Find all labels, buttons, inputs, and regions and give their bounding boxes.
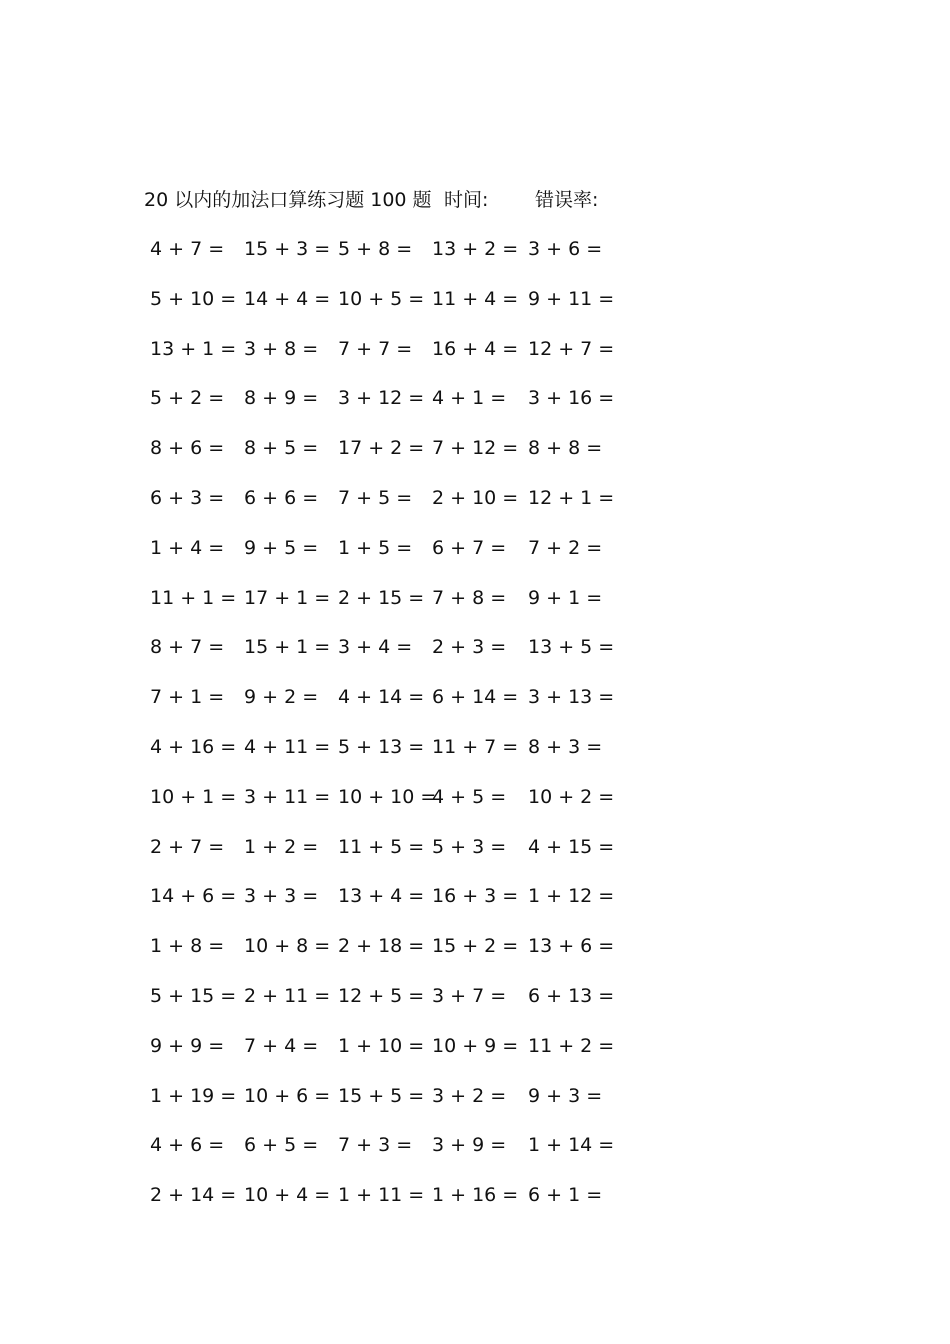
addition-problem: 13 + 4 = — [338, 885, 425, 907]
addition-problem: 6 + 3 = — [150, 487, 225, 509]
addition-problem: 1 + 4 = — [150, 537, 225, 559]
addition-problem: 1 + 16 = — [432, 1184, 519, 1206]
addition-problem: 4 + 5 = — [432, 786, 507, 808]
addition-problem: 10 + 2 = — [528, 786, 615, 808]
addition-problem: 8 + 7 = — [150, 636, 225, 658]
addition-problem: 5 + 2 = — [150, 387, 225, 409]
addition-problem: 9 + 2 = — [244, 686, 319, 708]
addition-problem: 10 + 10 = — [338, 786, 437, 808]
addition-problem: 8 + 3 = — [528, 736, 603, 758]
addition-problem: 11 + 1 = — [150, 587, 237, 609]
addition-problem: 6 + 7 = — [432, 537, 507, 559]
addition-problem: 7 + 2 = — [528, 537, 603, 559]
addition-problem: 3 + 12 = — [338, 387, 425, 409]
addition-problem: 13 + 2 = — [432, 238, 519, 260]
addition-problem: 6 + 1 = — [528, 1184, 603, 1206]
addition-problem: 13 + 1 = — [150, 338, 237, 360]
addition-problem: 14 + 6 = — [150, 885, 237, 907]
addition-problem: 2 + 10 = — [432, 487, 519, 509]
addition-problem: 1 + 8 = — [150, 935, 225, 957]
addition-problem: 12 + 1 = — [528, 487, 615, 509]
addition-problem: 3 + 7 = — [432, 985, 507, 1007]
addition-problem: 12 + 7 = — [528, 338, 615, 360]
addition-problem: 15 + 2 = — [432, 935, 519, 957]
addition-problem: 6 + 13 = — [528, 985, 615, 1007]
addition-problem: 8 + 8 = — [528, 437, 603, 459]
addition-problem: 3 + 16 = — [528, 387, 615, 409]
addition-problem: 2 + 15 = — [338, 587, 425, 609]
addition-problem: 6 + 14 = — [432, 686, 519, 708]
addition-problem: 13 + 5 = — [528, 636, 615, 658]
addition-problem: 4 + 14 = — [338, 686, 425, 708]
addition-problem: 15 + 3 = — [244, 238, 331, 260]
time-label: 时间: — [444, 189, 489, 211]
addition-problem: 8 + 9 = — [244, 387, 319, 409]
addition-problem: 5 + 15 = — [150, 985, 237, 1007]
addition-problem: 4 + 16 = — [150, 736, 237, 758]
addition-problem: 2 + 3 = — [432, 636, 507, 658]
addition-problem: 10 + 9 = — [432, 1035, 519, 1057]
addition-problem: 13 + 6 = — [528, 935, 615, 957]
addition-problem: 9 + 9 = — [150, 1035, 225, 1057]
addition-problem: 10 + 5 = — [338, 288, 425, 310]
addition-problem: 3 + 2 = — [432, 1085, 507, 1107]
addition-problem: 10 + 8 = — [244, 935, 331, 957]
addition-problem: 10 + 6 = — [244, 1085, 331, 1107]
addition-problem: 9 + 1 = — [528, 587, 603, 609]
addition-problem: 11 + 7 = — [432, 736, 519, 758]
addition-problem: 7 + 1 = — [150, 686, 225, 708]
addition-problem: 7 + 3 = — [338, 1134, 413, 1156]
addition-problem: 1 + 14 = — [528, 1134, 615, 1156]
addition-problem: 10 + 1 = — [150, 786, 237, 808]
addition-problem: 7 + 12 = — [432, 437, 519, 459]
addition-problem: 9 + 3 = — [528, 1085, 603, 1107]
addition-problem: 5 + 13 = — [338, 736, 425, 758]
addition-problem: 4 + 1 = — [432, 387, 507, 409]
addition-problem: 7 + 7 = — [338, 338, 413, 360]
addition-problem: 17 + 1 = — [244, 587, 331, 609]
addition-problem: 5 + 3 = — [432, 836, 507, 858]
addition-problem: 2 + 14 = — [150, 1184, 237, 1206]
addition-problem: 8 + 6 = — [150, 437, 225, 459]
addition-problem: 6 + 5 = — [244, 1134, 319, 1156]
addition-problem: 4 + 7 = — [150, 238, 225, 260]
addition-problem: 4 + 11 = — [244, 736, 331, 758]
addition-problem: 7 + 8 = — [432, 587, 507, 609]
addition-problem: 3 + 3 = — [244, 885, 319, 907]
addition-problem: 10 + 4 = — [244, 1184, 331, 1206]
addition-problem: 6 + 6 = — [244, 487, 319, 509]
addition-problem: 4 + 15 = — [528, 836, 615, 858]
addition-problem: 2 + 18 = — [338, 935, 425, 957]
addition-problem: 5 + 10 = — [150, 288, 237, 310]
addition-problem: 7 + 5 = — [338, 487, 413, 509]
addition-problem: 3 + 9 = — [432, 1134, 507, 1156]
addition-problem: 1 + 19 = — [150, 1085, 237, 1107]
addition-problem: 8 + 5 = — [244, 437, 319, 459]
addition-problem: 14 + 4 = — [244, 288, 331, 310]
addition-problem: 2 + 11 = — [244, 985, 331, 1007]
error-rate-label: 错误率: — [535, 189, 599, 211]
addition-problem: 3 + 6 = — [528, 238, 603, 260]
addition-problem: 2 + 7 = — [150, 836, 225, 858]
addition-problem: 3 + 11 = — [244, 786, 331, 808]
addition-problem: 17 + 2 = — [338, 437, 425, 459]
addition-problem: 1 + 2 = — [244, 836, 319, 858]
addition-problem: 1 + 10 = — [338, 1035, 425, 1057]
addition-problem: 1 + 5 = — [338, 537, 413, 559]
addition-problem: 7 + 4 = — [244, 1035, 319, 1057]
addition-problem: 16 + 3 = — [432, 885, 519, 907]
addition-problem: 3 + 4 = — [338, 636, 413, 658]
addition-problem: 11 + 2 = — [528, 1035, 615, 1057]
addition-problem: 11 + 4 = — [432, 288, 519, 310]
worksheet-title: 20 以内的加法口算练习题 100 题 — [144, 189, 432, 211]
addition-problem: 9 + 11 = — [528, 288, 615, 310]
addition-problem: 11 + 5 = — [338, 836, 425, 858]
addition-problem: 9 + 5 = — [244, 537, 319, 559]
addition-problem: 5 + 8 = — [338, 238, 413, 260]
addition-problem: 16 + 4 = — [432, 338, 519, 360]
addition-problem: 15 + 1 = — [244, 636, 331, 658]
addition-problem: 12 + 5 = — [338, 985, 425, 1007]
addition-problem: 1 + 11 = — [338, 1184, 425, 1206]
addition-problem: 3 + 8 = — [244, 338, 319, 360]
addition-problem: 15 + 5 = — [338, 1085, 425, 1107]
addition-problem: 3 + 13 = — [528, 686, 615, 708]
addition-problem: 4 + 6 = — [150, 1134, 225, 1156]
addition-problem: 1 + 12 = — [528, 885, 615, 907]
